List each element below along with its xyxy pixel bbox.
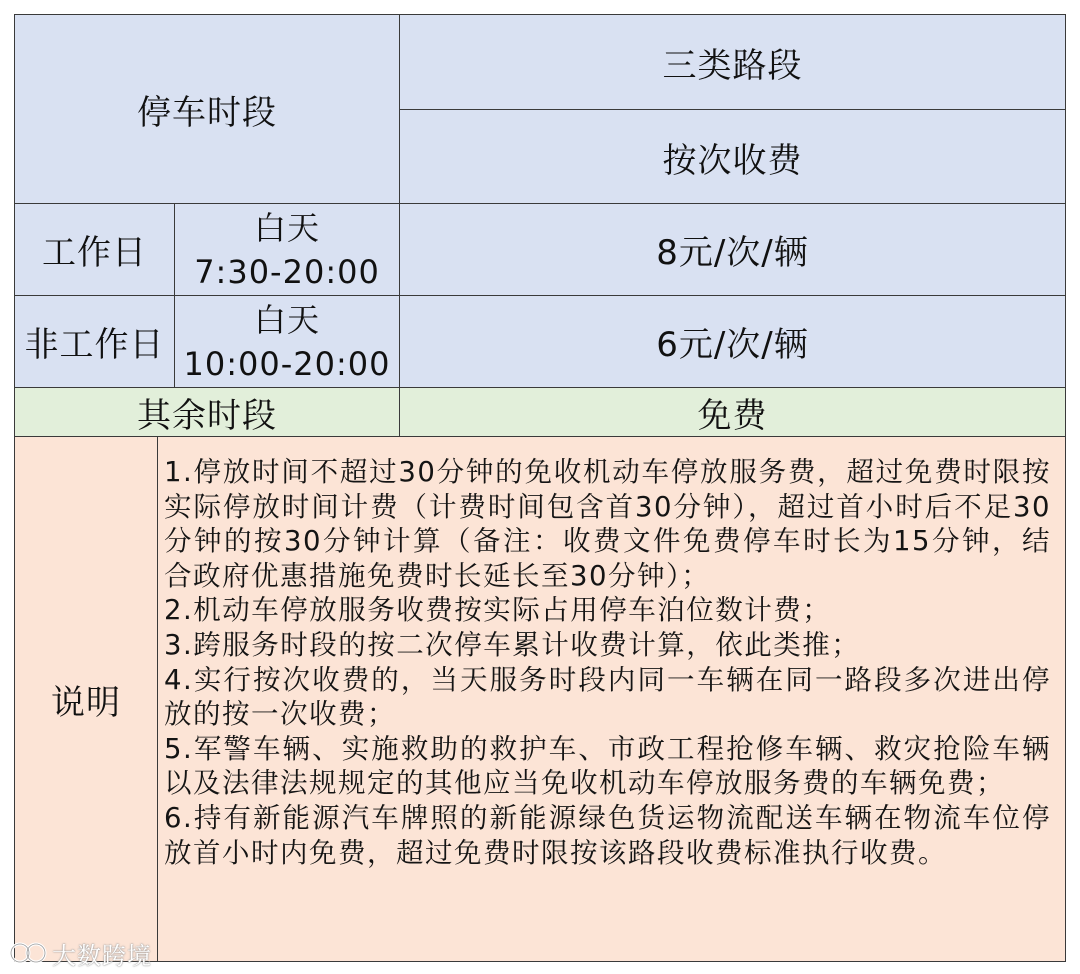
nonworkday-time-cell xyxy=(174,295,400,388)
nonworkday-period: 白天 xyxy=(253,300,320,339)
workday-fee-cell xyxy=(399,203,1066,296)
header-charge-mode-cell xyxy=(399,109,1066,205)
watermark-text: 大数跨境 xyxy=(52,941,152,970)
workday-fee: 8元/次/辆 xyxy=(656,233,809,273)
header-period-label: 停车时段 xyxy=(137,92,277,133)
header-road-class-label: 三类路段 xyxy=(662,45,803,86)
header-period-cell xyxy=(14,14,400,204)
header-charge-mode-label: 按次收费 xyxy=(662,140,803,181)
notes-label: 说明 xyxy=(51,682,121,723)
nonworkday-fee: 6元/次/辆 xyxy=(656,325,809,365)
watermark xyxy=(8,936,178,970)
note-item: 3.跨服务时段的按二次停车累计收费计算，依此类推； xyxy=(164,628,861,661)
note-item: 5.军警车辆、实施救助的救护车、市政工程抢修车辆、救灾抢险车辆以及法律法规规定的其他应当免收机动车停放服务费的车辆免费； xyxy=(164,732,1051,800)
other-fee: 免费 xyxy=(697,395,768,436)
other-period-label: 其余时段 xyxy=(137,395,277,436)
nonworkday-label: 非工作日 xyxy=(24,325,165,365)
workday-time-cell xyxy=(174,203,400,296)
note-item: 2.机动车停放服务收费按实际占用停车泊位数计费； xyxy=(164,594,832,627)
note-item: 6.持有新能源汽车牌照的新能源绿色货运物流配送车辆在物流车位停放首小时内免费，超过免费时限按该路段收费标准执行收费。 xyxy=(164,801,1051,869)
notes-label-cell xyxy=(14,436,158,962)
workday-cell xyxy=(14,203,175,296)
nonworkday-cell xyxy=(14,295,175,388)
note-item: 4.实行按次收费的，当天服务时段内同一车辆在同一路段多次进出停放的按一次收费； xyxy=(164,663,1051,731)
nonworkday-fee-cell xyxy=(399,295,1066,388)
header-road-class-cell xyxy=(399,14,1066,110)
notes-content xyxy=(157,436,1066,962)
other-fee-cell xyxy=(399,387,1066,437)
workday-time: 7:30-20:00 xyxy=(194,252,380,291)
note-item: 1.停放时间不超过30分钟的免收机动车停放服务费，超过免费时限按实际停放时间计费（计费时间包含首30分钟），超过首小时后不足30分钟的按30分钟计算（备注：收费文件免费停车时长为15分钟，结合政府优惠措施免费时长延长至30分钟）； xyxy=(164,456,1051,592)
nonworkday-time: 10:00-20:00 xyxy=(183,344,391,383)
workday-period: 白天 xyxy=(253,208,320,247)
workday-label: 工作日 xyxy=(42,233,147,273)
watermark-logo-icon xyxy=(8,940,48,966)
other-period-cell xyxy=(14,387,400,437)
